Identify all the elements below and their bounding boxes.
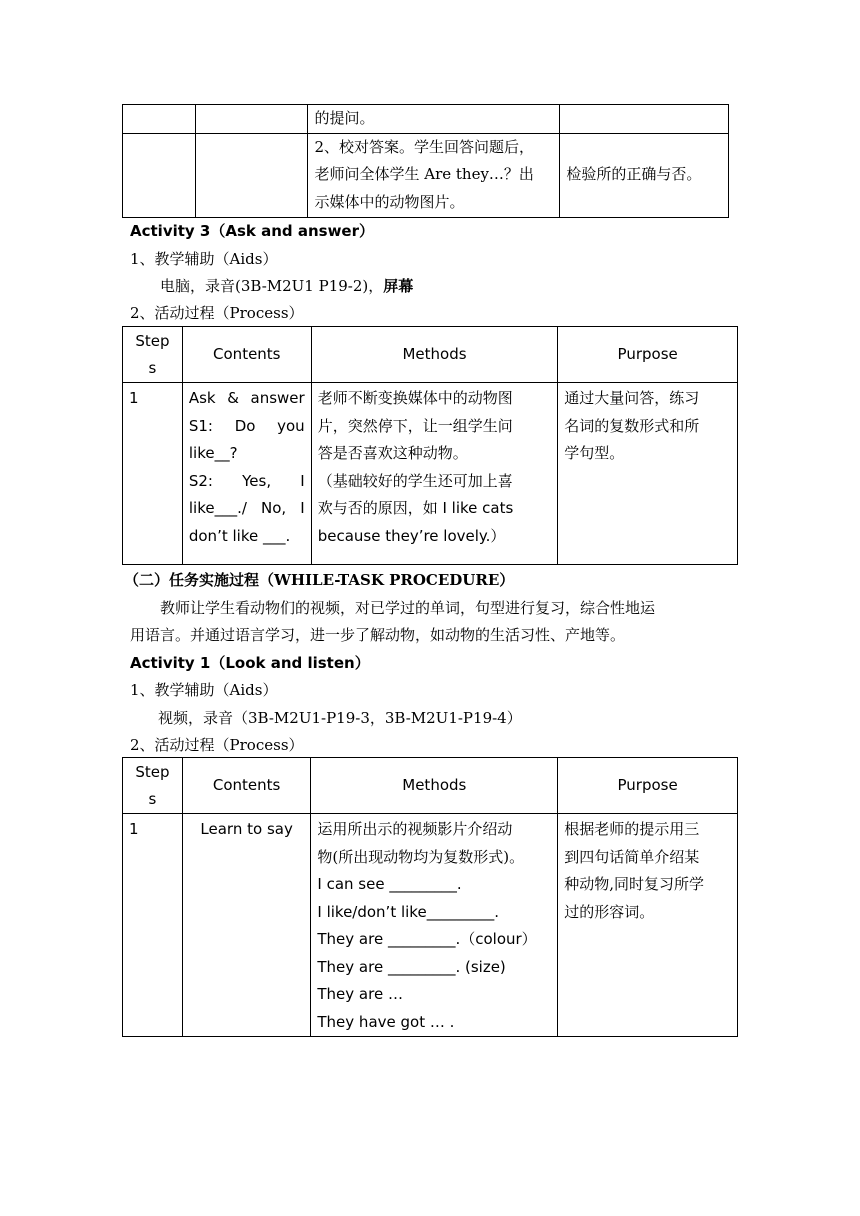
activity1-table	[122, 757, 738, 1037]
contents-cell: Learn to say	[182, 814, 311, 1037]
steps-cell	[123, 133, 196, 217]
header-steps-line2: s	[148, 358, 157, 377]
methods-line: 的提问。	[314, 109, 375, 127]
activity3-title: Activity 3（Ask and answer）	[130, 222, 374, 240]
methods-line: They have got … .	[317, 1012, 455, 1031]
purpose-cell	[558, 814, 738, 1037]
methods-line: They are _________. (size)	[317, 957, 506, 976]
purpose-cell: 检验所的正确与否。	[560, 133, 729, 217]
purpose-line: 种动物,同时复习所学	[564, 875, 705, 893]
contents-line: don’t like ___.	[188, 526, 291, 545]
header-steps	[123, 327, 183, 383]
purpose-line: 名词的复数形式和所	[564, 416, 700, 435]
purpose-line: 根据老师的提示用三	[564, 820, 700, 838]
methods-cell	[311, 814, 558, 1037]
table-row	[123, 383, 738, 565]
methods-line: I can see _________.	[317, 875, 462, 893]
methods-line: 老师问全体学生 Are they…？出	[314, 165, 534, 183]
methods-line: They are …	[317, 985, 403, 1003]
purpose-line: 学句型。	[564, 444, 625, 462]
contents-line: S2: Yes, I	[188, 471, 305, 490]
activity3-aids-heading: 1、教学辅助（Aids）	[130, 250, 278, 268]
contents-line: S1: Do you	[188, 416, 305, 435]
contents-line: like___./ No, I	[188, 499, 305, 517]
methods-line: 示媒体中的动物图片。	[314, 192, 465, 211]
header-steps-line1: Step	[135, 762, 170, 781]
aids-text: 电脑，录音(3B-M2U1 P19-2)，	[160, 277, 384, 295]
activity1-aids-text: 视频，录音（3B-M2U1-P19-3，3B-M2U1-P19-4）	[158, 709, 522, 727]
contents-line: like__?	[188, 444, 238, 462]
methods-line: 片，突然停下，让一组学生问	[317, 416, 513, 435]
purpose-cell	[560, 105, 729, 134]
header-steps-line2: s	[148, 789, 157, 808]
header-steps	[123, 758, 183, 814]
activity3-aids-text	[160, 273, 413, 300]
header-purpose: Purpose	[558, 758, 738, 814]
methods-line: 欢与否的原因，如 I like cats	[317, 499, 514, 517]
while-task-heading: （二）任务实施过程（WHILE-TASK PROCEDURE）	[124, 571, 515, 589]
activity3-table	[122, 326, 738, 565]
activity1-title: Activity 1（Look and listen）	[130, 654, 370, 672]
methods-line: They are _________.（colour）	[317, 930, 537, 948]
methods-line: because they’re lovely.）	[317, 526, 506, 545]
contents-cell	[182, 383, 311, 565]
header-contents: Contents	[182, 758, 311, 814]
steps-cell: 1	[123, 814, 183, 1037]
header-purpose: Purpose	[558, 327, 738, 383]
methods-line: 2、校对答案。学生回答问题后，	[314, 137, 535, 156]
header-methods: Methods	[311, 327, 558, 383]
purpose-line: 到四句话简单介绍某	[564, 847, 700, 866]
purpose-cell	[558, 383, 738, 565]
table-row	[123, 814, 738, 1037]
table-header-row	[123, 327, 738, 383]
contents-cell	[195, 105, 308, 134]
purpose-line: 通过大量问答，练习	[564, 389, 700, 407]
header-contents: Contents	[182, 327, 311, 383]
aids-text-bold: 屏幕	[383, 277, 414, 295]
while-task-paragraph-line2: 用语言。并通过语言学习，进一步了解动物，如动物的生活习性、产地等。	[130, 626, 626, 644]
methods-line: 运用所出示的视频影片介绍动	[317, 820, 513, 838]
header-steps-line1: Step	[135, 331, 170, 350]
methods-line: 物(所出现动物均为复数形式)。	[317, 847, 525, 866]
methods-line: I like/don’t like_________.	[317, 902, 499, 921]
methods-cell	[311, 383, 558, 565]
contents-cell	[195, 133, 308, 217]
steps-cell: 1	[123, 383, 183, 565]
table-row	[123, 133, 729, 217]
contents-line: Ask & answer	[188, 389, 305, 407]
steps-cell	[123, 105, 196, 134]
methods-cell	[308, 133, 560, 217]
activity1-process-heading: 2、活动过程（Process）	[130, 736, 304, 754]
methods-line: 答是否喜欢这种动物。	[317, 444, 468, 462]
while-task-paragraph-line1: 教师让学生看动物们的视频，对已学过的单词，句型进行复习，综合性地运	[160, 599, 656, 617]
header-methods: Methods	[311, 758, 558, 814]
table-continued	[122, 104, 729, 218]
table-row	[123, 105, 729, 134]
purpose-line: 过的形容词。	[564, 902, 655, 921]
methods-cell	[308, 105, 560, 134]
activity1-aids-heading: 1、教学辅助（Aids）	[130, 681, 278, 699]
methods-line: 老师不断变换媒体中的动物图	[317, 389, 513, 407]
table-header-row	[123, 758, 738, 814]
activity3-process-heading: 2、活动过程（Process）	[130, 304, 304, 322]
methods-line: （基础较好的学生还可加上喜	[317, 471, 513, 490]
